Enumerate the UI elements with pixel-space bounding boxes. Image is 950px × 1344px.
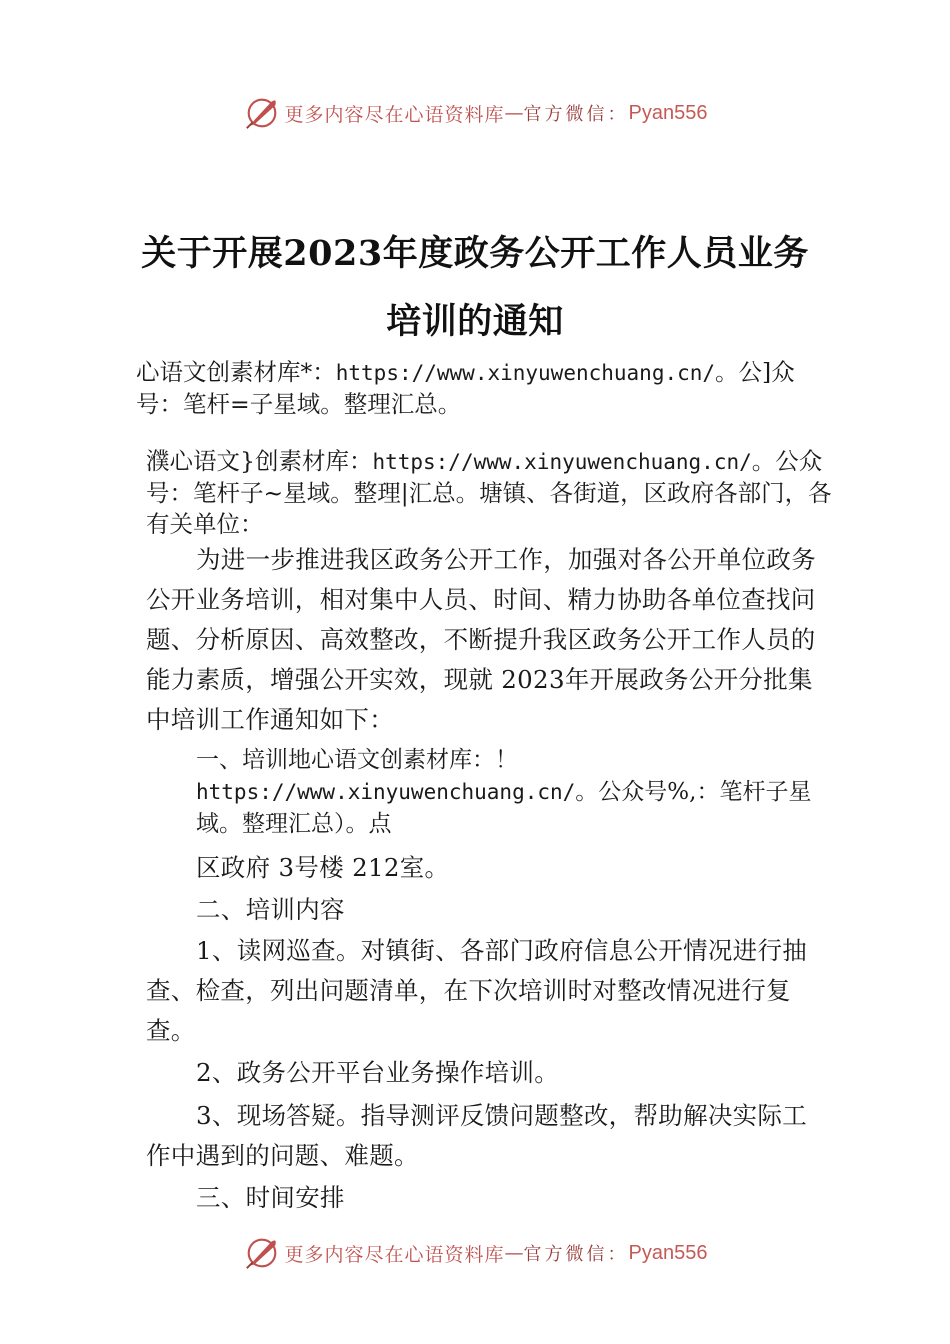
source-note-1-suffix: 。公]众号：笔杆=子星域。整理汇总。 [136, 358, 795, 418]
footer-banner [0, 1233, 950, 1273]
source-note-1-url[interactable]: https://www.xinyuwenchuang.cn/ [335, 361, 716, 385]
quill-pen-icon [243, 1234, 281, 1272]
source-note-2-url[interactable]: https://www.xinyuwenchuang.cn/ [372, 450, 752, 474]
training-location: 区政府 3号楼 212室。 [196, 853, 450, 882]
section-1-suffix: 。公众号%,：笔杆子星域。整理汇总）。点 [196, 779, 812, 837]
content-item-3: 3、现场答疑。指导测评反馈问题整改，帮助解决实际工作中遇到的问题、难题。 [146, 1101, 808, 1170]
header-banner [0, 93, 950, 133]
banner-dash: — [504, 102, 524, 124]
section-1-heading [196, 744, 836, 840]
banner-brand: 更多内容尽在心语资料库 [284, 103, 505, 126]
document-title-line2: 培训的通知 [386, 301, 564, 342]
section-3-heading: 三、时间安排 [196, 1183, 345, 1212]
source-note-2-suffix: 。公众号：笔杆子~星域。整理|汇总。塘镇、各街道，区政府各部门，各有关单位： [146, 447, 832, 538]
source-note-2-prefix: 濮心语文}创素材库： [146, 447, 373, 475]
banner-wechat-label: 官方微信： [523, 1244, 629, 1265]
banner-wechat-id: Pyan556 [628, 101, 708, 124]
source-note-2 [146, 446, 836, 540]
banner-wechat-label: 官方微信： [523, 104, 629, 125]
section-1-url[interactable]: https://www.xinyuwenchuang.cn/ [196, 780, 576, 804]
intro-paragraph: 为进一步推进我区政务公开工作，加强对各公开单位政务公开业务培训，相对集中人员、时间、精力协助各单位查找问题、分析原因、高效整改，不断提升我区政务公开工作人员的能力素质，增强公开实效，现就 2023年开展政务公开分批集中培训工作通知如下： [146, 545, 816, 734]
content-item-1: 1、读网巡查。对镇街、各部门政府信息公开情况进行抽查、检查，列出问题清单，在下次培训时对整改情况进行复查。 [146, 936, 808, 1045]
banner-dash: — [504, 1242, 524, 1264]
section-1-prefix: 一、培训地心语文创素材库：！ [196, 747, 518, 773]
quill-pen-icon [243, 94, 281, 132]
document-title-line1: 关于开展2023年度政务公开工作人员业务 [141, 233, 809, 274]
banner-wechat-id: Pyan556 [628, 1241, 708, 1264]
source-note-1 [136, 357, 836, 420]
banner-brand: 更多内容尽在心语资料库 [284, 1243, 505, 1266]
source-note-1-prefix: 心语文创素材库*： [136, 358, 336, 386]
content-item-2: 2、政务公开平台业务操作培训。 [196, 1058, 560, 1087]
section-2-heading: 二、培训内容 [196, 895, 345, 924]
